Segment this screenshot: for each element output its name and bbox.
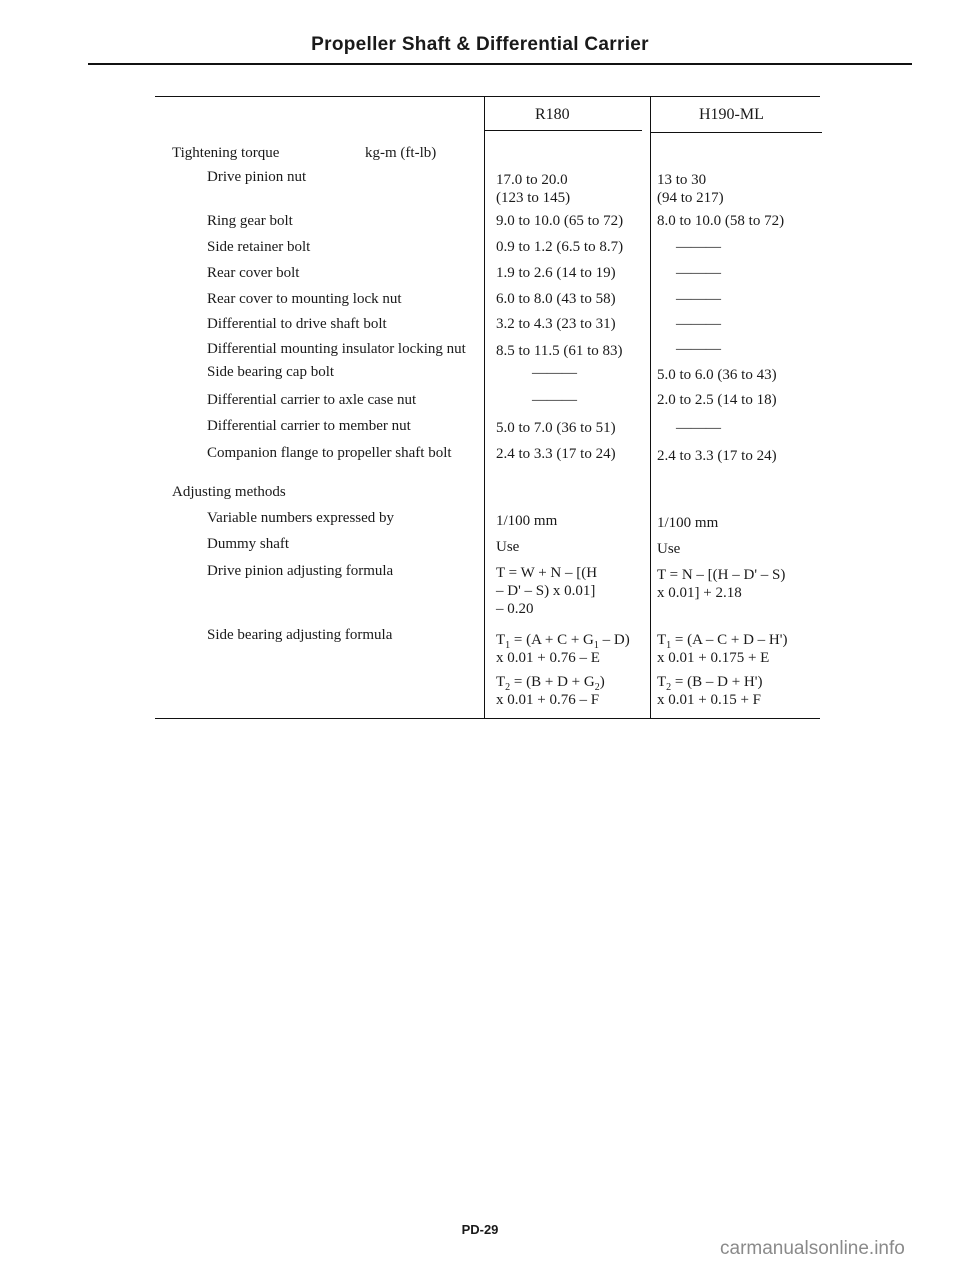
- cell-h190: 2.0 to 2.5 (14 to 18): [657, 392, 777, 408]
- cell-h190: T = N – [(H – D' – S) x 0.01] + 2.18: [657, 567, 786, 601]
- page-number: PD-29: [461, 1222, 499, 1237]
- cell-r180: 5.0 to 7.0 (36 to 51): [496, 420, 616, 436]
- cell-h190: ———: [676, 291, 721, 307]
- column-header-rule-h190: [650, 132, 822, 133]
- column-divider-left: [484, 96, 485, 718]
- row-label: Drive pinion adjusting formula: [207, 563, 394, 579]
- column-header-h190: H190-ML: [699, 106, 764, 123]
- torque-heading: Tightening torque: [172, 145, 280, 161]
- cell-r180: ———: [532, 365, 577, 381]
- column-header-rule-r180: [484, 130, 642, 131]
- row-label: Rear cover to mounting lock nut: [207, 291, 402, 307]
- cell-r180: 1.9 to 2.6 (14 to 19): [496, 265, 616, 281]
- cell-h190: Use: [657, 541, 681, 557]
- cell-r180: 2.4 to 3.3 (17 to 24): [496, 446, 616, 462]
- row-label: Variable numbers expressed by: [207, 510, 395, 526]
- cell-r180: ———: [532, 392, 577, 408]
- row-label: Dummy shaft: [207, 536, 290, 552]
- table-bottom-rule: [155, 718, 820, 719]
- cell-r180: Use: [496, 539, 520, 555]
- cell-h190: ———: [676, 316, 721, 332]
- cell-r180: 3.2 to 4.3 (23 to 31): [496, 316, 616, 332]
- cell-h190: 8.0 to 10.0 (58 to 72): [657, 213, 785, 229]
- cell-r180-t2: $T_2 = (B + D + G_2)$ x 0.01 + 0.76 – F: [496, 674, 605, 708]
- cell-r180: 6.0 to 8.0 (43 to 58): [496, 291, 616, 307]
- row-label: Rear cover bolt: [207, 265, 300, 281]
- cell-r180: T = W + N – [(H – D' – S) x 0.01] – 0.20: [496, 565, 598, 617]
- row-label: Differential carrier to axle case nut: [207, 392, 417, 408]
- cell-h190-t2: $T_2 = (B - D + H')$ x 0.01 + 0.15 + F: [657, 674, 763, 708]
- cell-h190-t1: $T_1 = (A - C + D - H')$ x 0.01 + 0.175 + E: [657, 632, 788, 666]
- cell-r180: 8.5 to 11.5 (61 to 83): [496, 343, 623, 359]
- title-rule: [88, 63, 912, 65]
- row-label: Companion flange to propeller shaft bolt: [207, 445, 452, 461]
- cell-h190: 5.0 to 6.0 (36 to 43): [657, 367, 777, 383]
- cell-h190: 2.4 to 3.3 (17 to 24): [657, 448, 777, 464]
- cell-h190: 1/100 mm: [657, 515, 719, 531]
- cell-r180: 0.9 to 1.2 (6.5 to 8.7): [496, 239, 624, 255]
- row-label: Side bearing cap bolt: [207, 364, 335, 380]
- column-header-r180: R180: [535, 106, 570, 123]
- cell-h190: ———: [676, 420, 721, 436]
- row-label: Side bearing adjusting formula: [207, 627, 393, 643]
- cell-r180: 17.0 to 20.0 (123 to 145): [496, 172, 571, 206]
- column-divider-right: [650, 96, 651, 718]
- cell-r180: 9.0 to 10.0 (65 to 72): [496, 213, 624, 229]
- cell-r180: 1/100 mm: [496, 513, 558, 529]
- cell-h190: ———: [676, 239, 721, 255]
- cell-h190: ———: [676, 265, 721, 281]
- torque-unit: kg-m (ft-lb): [365, 145, 437, 161]
- row-label: Ring gear bolt: [207, 213, 293, 229]
- row-label: Differential to drive shaft bolt: [207, 316, 387, 332]
- watermark: carmanualsonline.info: [720, 1238, 905, 1259]
- row-label: Side retainer bolt: [207, 239, 311, 255]
- table-top-rule: [155, 96, 820, 97]
- row-label: Differential mounting insulator locking nut: [207, 341, 466, 357]
- adjusting-heading: Adjusting methods: [172, 484, 286, 500]
- cell-h190: ———: [676, 341, 721, 357]
- cell-h190: 13 to 30 (94 to 217): [657, 172, 724, 206]
- page-title: Propeller Shaft & Differential Carrier: [311, 34, 649, 55]
- row-label: Drive pinion nut: [207, 169, 307, 185]
- cell-r180-t1: $T_1 = (A + C + G_1 - D)$ x 0.01 + 0.76 – E: [496, 632, 630, 666]
- row-label: Differential carrier to member nut: [207, 418, 411, 434]
